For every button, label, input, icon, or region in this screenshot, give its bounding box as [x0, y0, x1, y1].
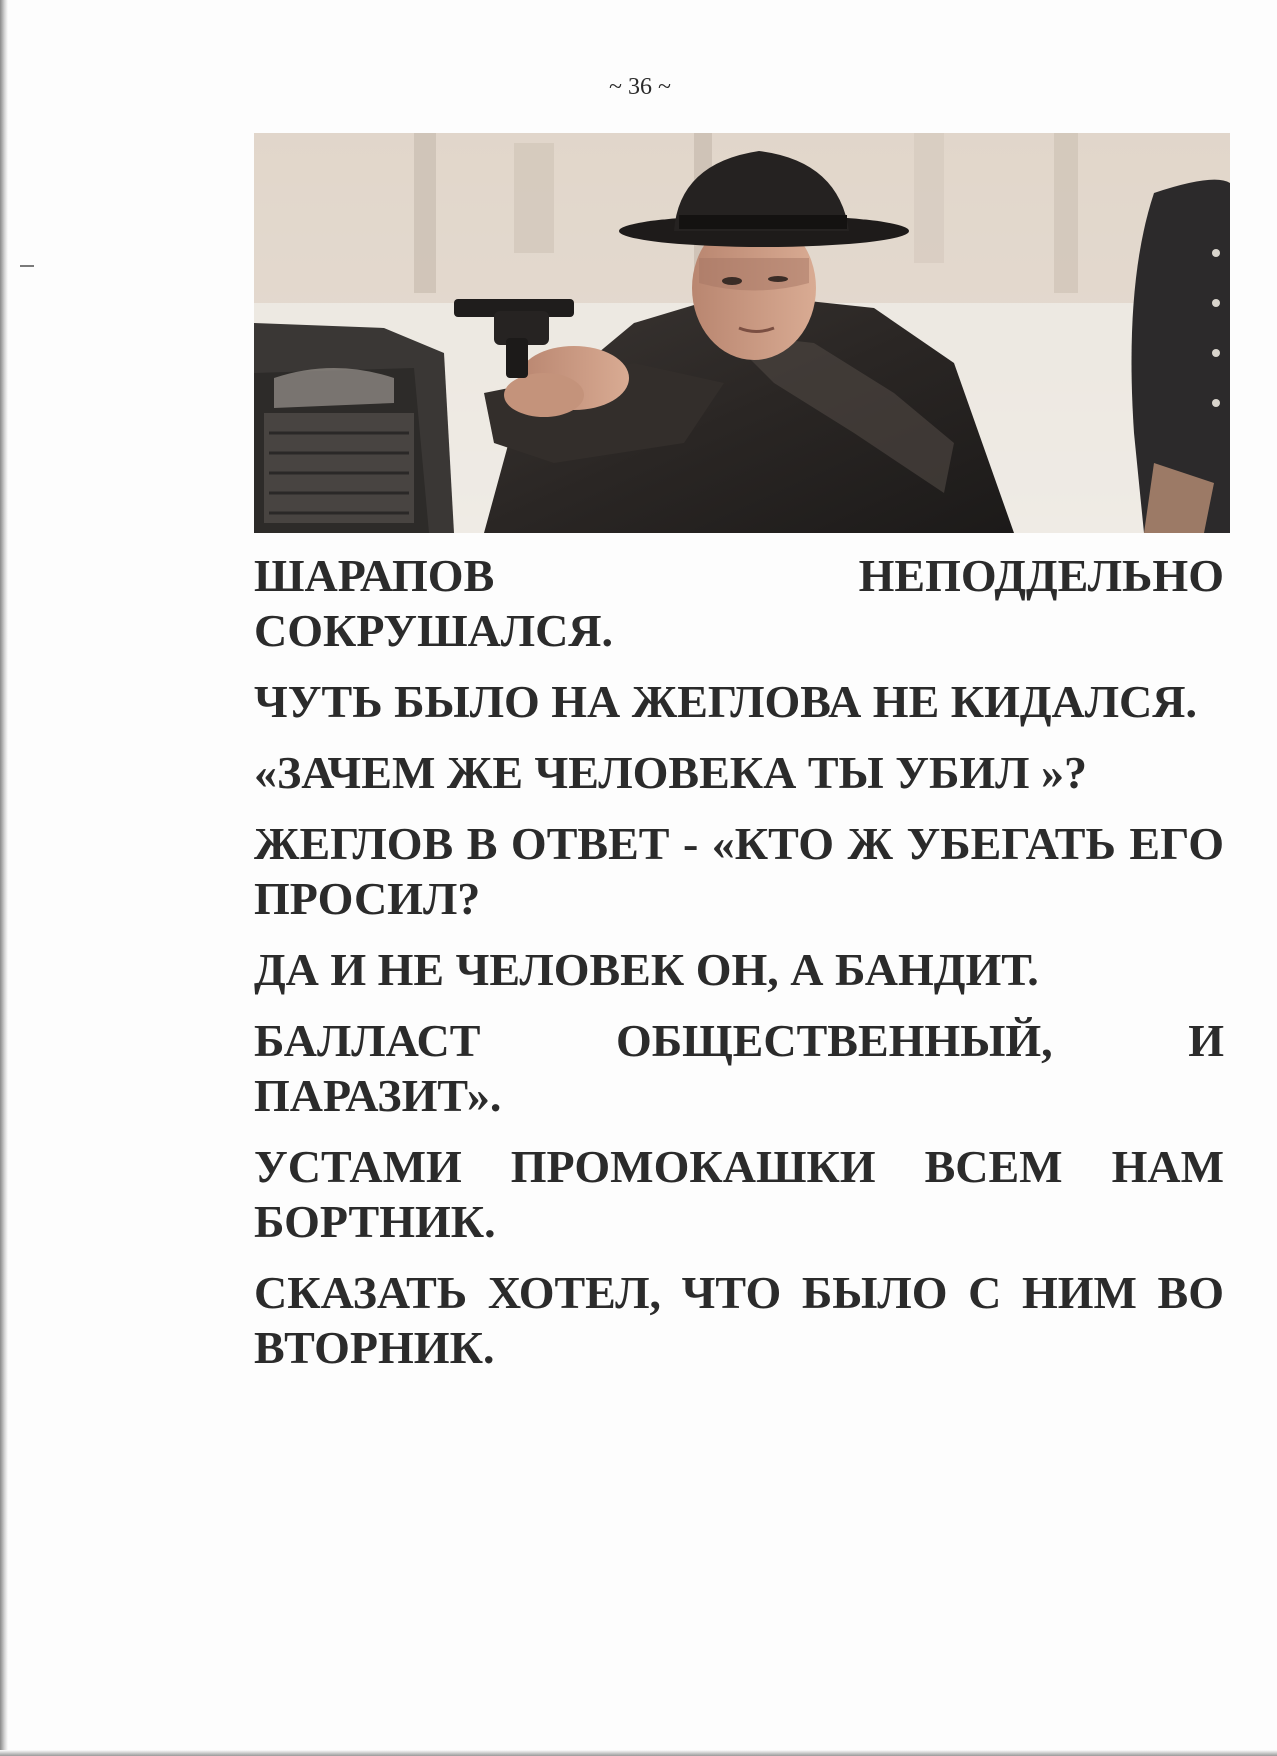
- poem-stanza: ЧУТЬ БЫЛО НА ЖЕГЛОВА НЕ КИДАЛСЯ.: [254, 676, 1197, 727]
- poem-stanza: «ЗАЧЕМ ЖЕ ЧЕЛОВЕКА ТЫ УБИЛ »?: [254, 747, 1087, 798]
- page-number: ~ 36 ~: [609, 74, 671, 100]
- page-left-edge-shadow: [0, 0, 8, 1756]
- film-still-photo: [254, 133, 1230, 533]
- poem-stanza: ШАРАПОВ НЕПОДДЕЛЬНО СОКРУШАЛСЯ.: [254, 550, 1224, 656]
- poem-text: [254, 548, 1224, 1391]
- scan-mark: [20, 265, 34, 267]
- poem-stanza: БАЛЛАСТ ОБЩЕСТВЕННЫЙ, И ПАРАЗИТ».: [254, 1015, 1224, 1121]
- poem-stanza: ДА И НЕ ЧЕЛОВЕК ОН, А БАНДИТ.: [254, 944, 1039, 995]
- page-bottom-edge-shadow: [0, 1750, 1277, 1756]
- poem-stanza: ЖЕГЛОВ В ОТВЕТ - «КТО Ж УБЕГАТЬ ЕГО ПРОСИЛ?: [254, 818, 1224, 924]
- poem-stanza: УСТАМИ ПРОМОКАШКИ ВСЕМ НАМ БОРТНИК.: [254, 1141, 1224, 1247]
- poem-stanza: СКАЗАТЬ ХОТЕЛ, ЧТО БЫЛО С НИМ ВО ВТОРНИК.: [254, 1267, 1224, 1373]
- man-with-revolver-photo-icon: [254, 133, 1230, 533]
